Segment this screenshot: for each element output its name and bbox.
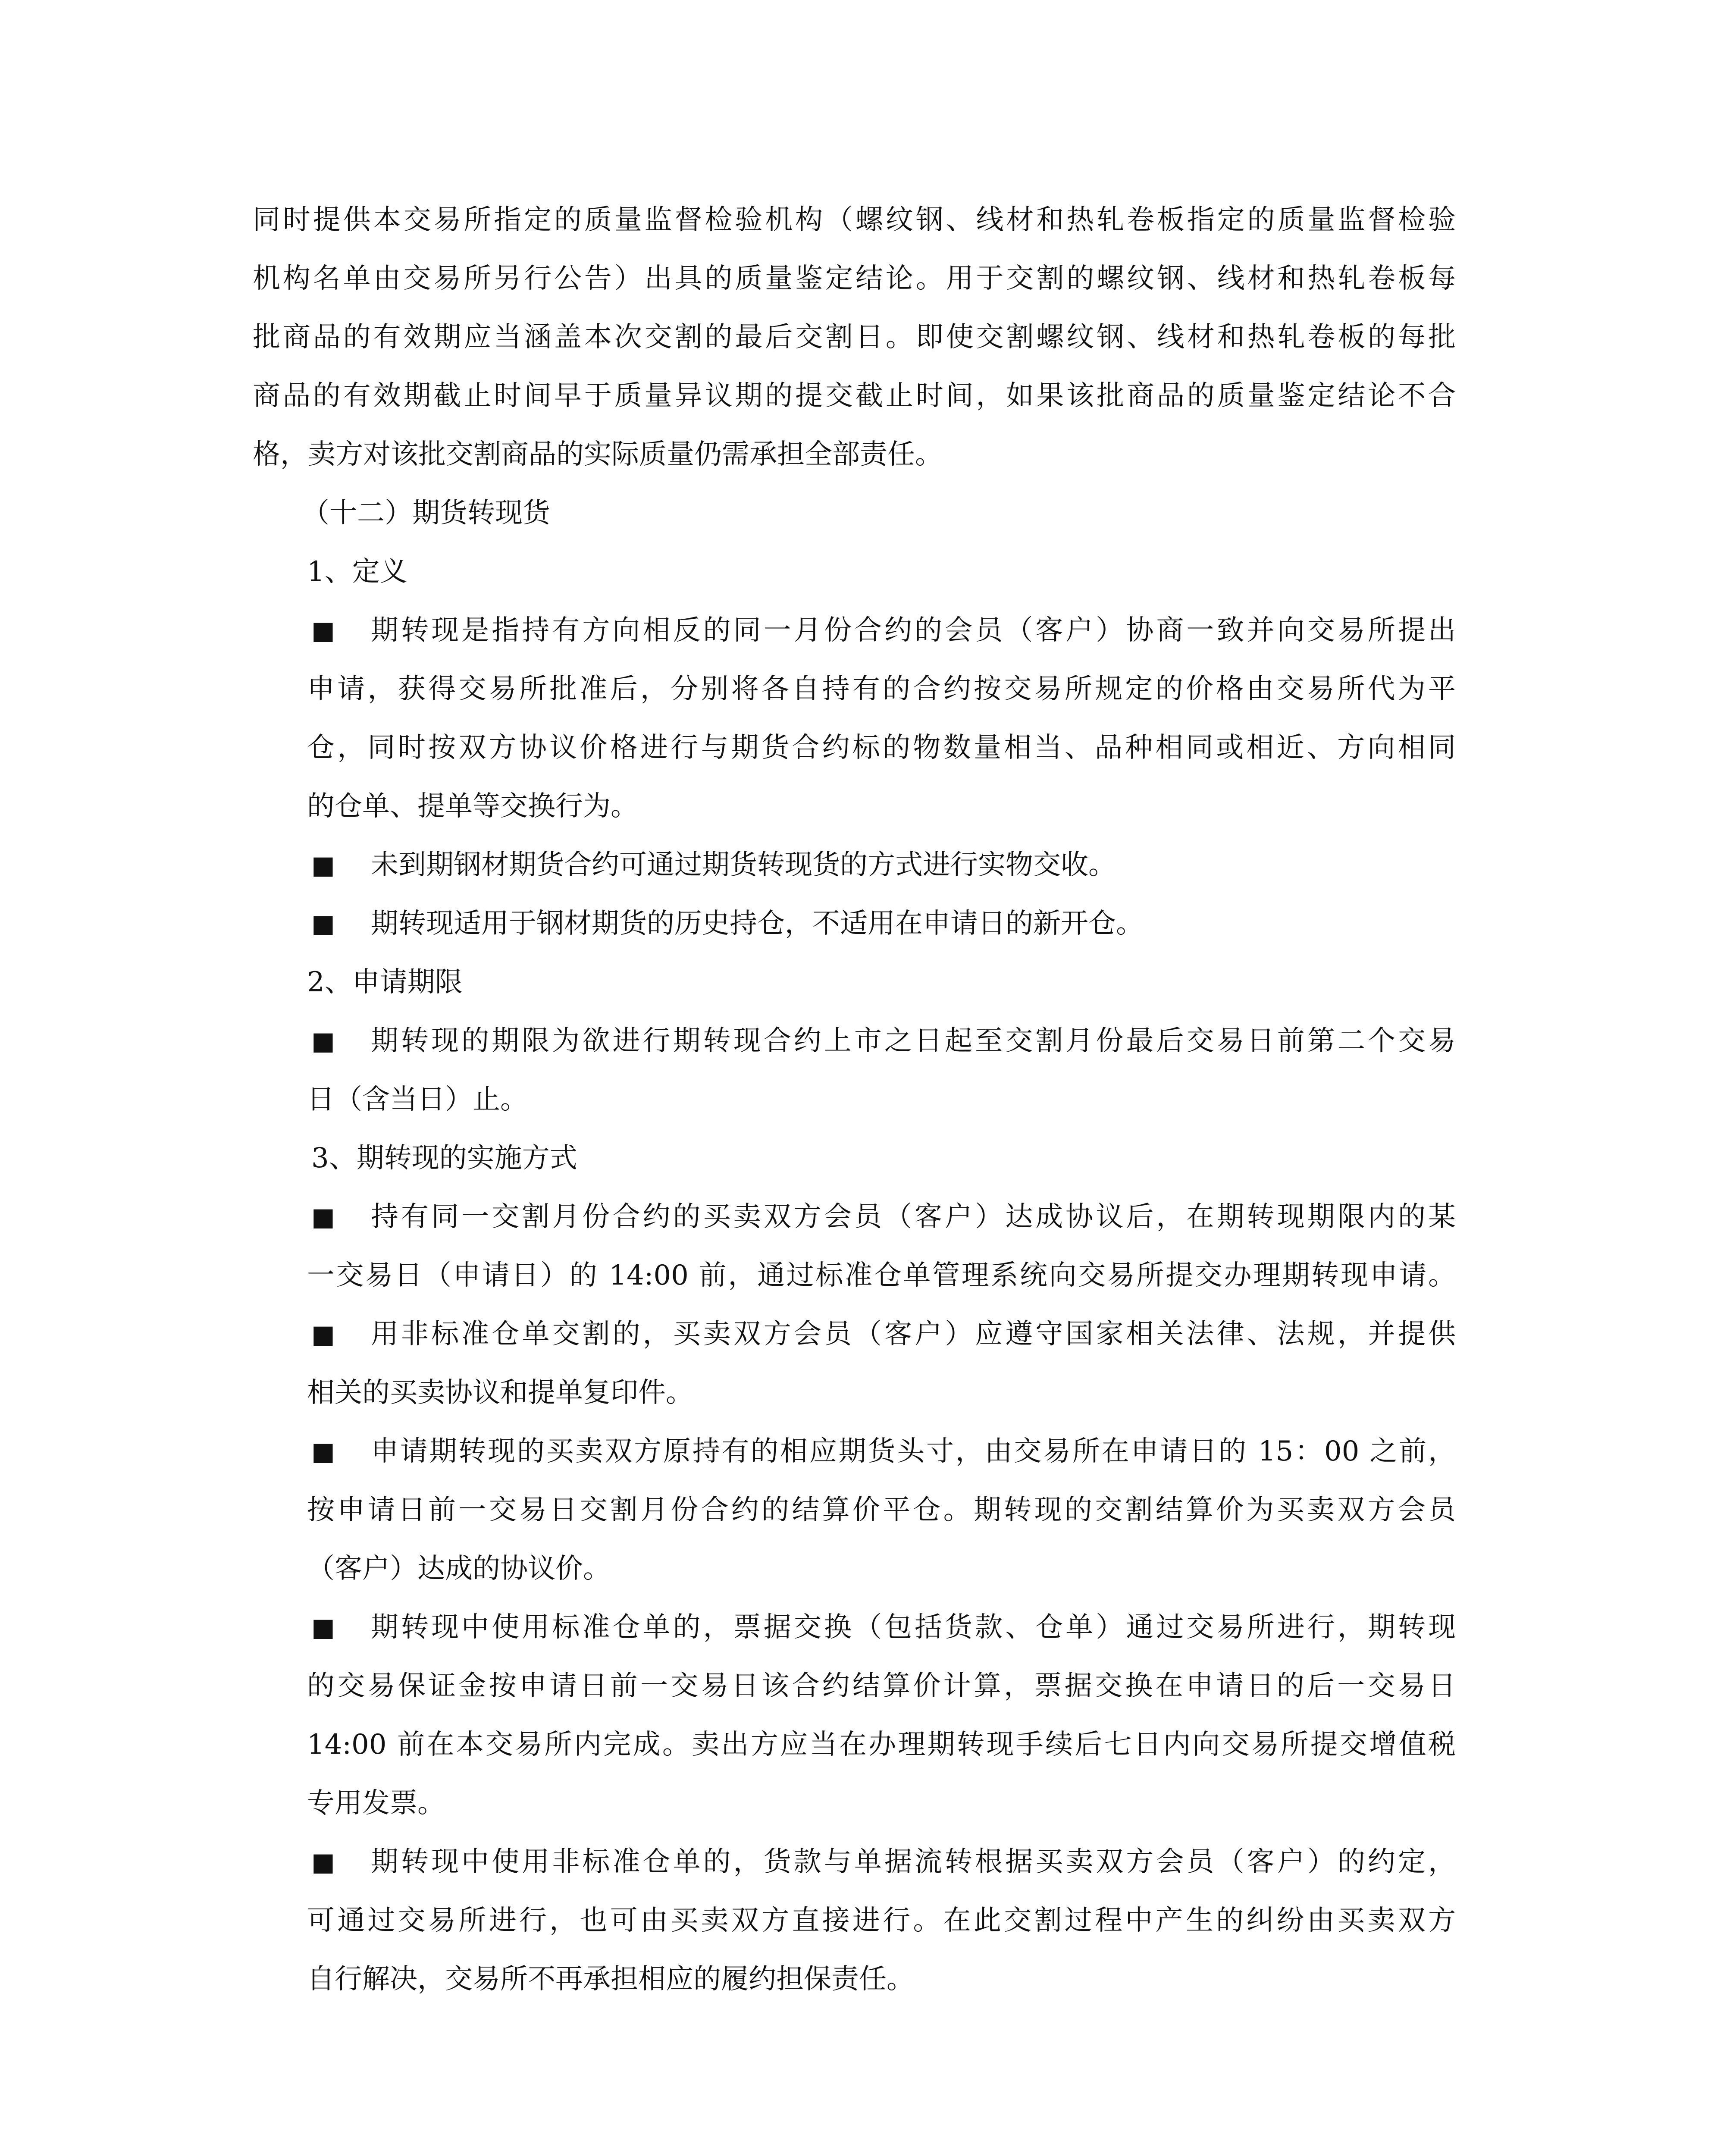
section-12-heading: （十二）期货转现货 — [302, 497, 550, 529]
method-bullet-2-line-2: 相关的买卖协议和提单复印件。 — [307, 1377, 693, 1409]
intro-line-5: 格，卖方对该批交割商品的实际质量仍需承担全部责任。 — [253, 439, 943, 470]
intro-line-3: 批商品的有效期应当涵盖本次交割的最后交割日。即使交割螺纹钢、线材和热轧卷板的每批 — [253, 321, 1456, 353]
method-bullet-4-line-2: 的交易保证金按申请日前一交易日该合约结算价计算，票据交换在申请日的后一交易日 — [307, 1670, 1456, 1702]
definition-bullet-1-line-4: 的仓单、提单等交换行为。 — [307, 790, 638, 822]
subsection-1-heading: 1、定义 — [307, 556, 407, 588]
period-bullet-1-line-1: 期转现的期限为欲进行期转现合约上市之日起至交割月份最后交易日前第二个交易 — [371, 1025, 1456, 1057]
bullet-square-icon: ■ — [311, 1437, 335, 1466]
bullet-square-icon: ■ — [311, 850, 335, 880]
bullet-square-icon: ■ — [311, 616, 335, 645]
method-bullet-4-line-4: 专用发票。 — [307, 1787, 445, 1819]
definition-bullet-1-line-1: 期转现是指持有方向相反的同一月份合约的会员（客户）协商一致并向交易所提出 — [371, 614, 1456, 646]
method-bullet-4-line-1: 期转现中使用标准仓单的，票据交换（包括货款、仓单）通过交易所进行，期转现 — [371, 1611, 1456, 1643]
bullet-square-icon: ■ — [311, 1319, 335, 1349]
method-bullet-3-line-3: （客户）达成的协议价。 — [307, 1553, 611, 1585]
bullet-square-icon: ■ — [311, 1613, 335, 1642]
method-bullet-4-line-3: 14:00 前在本交易所内完成。卖出方应当在办理期转现手续后七日内向交易所提交增值税 — [307, 1729, 1456, 1761]
bullet-square-icon: ■ — [311, 1847, 335, 1877]
method-bullet-5-line-2: 可通过交易所进行，也可由买卖双方直接进行。在此交割过程中产生的纠纷由买卖双方 — [307, 1905, 1456, 1937]
intro-line-1: 同时提供本交易所指定的质量监督检验机构（螺纹钢、线材和热轧卷板指定的质量监督检验 — [253, 204, 1456, 236]
subsection-3-heading: 3、期转现的实施方式 — [311, 1142, 577, 1174]
definition-bullet-3: 期转现适用于钢材期货的历史持仓，不适用在申请日的新开仓。 — [371, 908, 1144, 940]
intro-line-2: 机构名单由交易所另行公告）出具的质量鉴定结论。用于交割的螺纹钢、线材和热轧卷板每 — [253, 263, 1456, 295]
method-bullet-5-line-3: 自行解决，交易所不再承担相应的履约担保责任。 — [307, 1963, 914, 1995]
definition-bullet-1-line-3: 仓，同时按双方协议价格进行与期货合约标的物数量相当、品种相同或相近、方向相同 — [307, 732, 1456, 764]
period-bullet-1-line-2: 日（含当日）止。 — [307, 1084, 528, 1116]
subsection-2-heading: 2、申请期限 — [307, 966, 463, 998]
bullet-square-icon: ■ — [311, 1026, 335, 1056]
intro-line-4: 商品的有效期截止时间早于质量异议期的提交截止时间，如果该批商品的质量鉴定结论不合 — [253, 380, 1456, 412]
bullet-square-icon: ■ — [311, 909, 335, 938]
method-bullet-3-line-2: 按申请日前一交易日交割月份合约的结算价平仓。期转现的交割结算价为买卖双方会员 — [307, 1494, 1456, 1526]
method-bullet-1-line-2: 一交易日（申请日）的 14:00 前，通过标准仓单管理系统向交易所提交办理期转现申请。 — [307, 1260, 1456, 1291]
method-bullet-2-line-1: 用非标准仓单交割的，买卖双方会员（客户）应遵守国家相关法律、法规，并提供 — [371, 1318, 1456, 1350]
bullet-square-icon: ■ — [311, 1202, 335, 1232]
definition-bullet-2: 未到期钢材期货合约可通过期货转现货的方式进行实物交收。 — [371, 849, 1116, 881]
definition-bullet-1-line-2: 申请，获得交易所批准后，分别将各自持有的合约按交易所规定的价格由交易所代为平 — [307, 673, 1456, 705]
method-bullet-5-line-1: 期转现中使用非标准仓单的，货款与单据流转根据买卖双方会员（客户）的约定， — [371, 1846, 1456, 1878]
method-bullet-3-line-1: 申请期转现的买卖双方原持有的相应期货头寸，由交易所在申请日的 15：00 之前， — [371, 1435, 1456, 1467]
method-bullet-1-line-1: 持有同一交割月份合约的买卖双方会员（客户）达成协议后，在期转现期限内的某 — [371, 1201, 1456, 1233]
